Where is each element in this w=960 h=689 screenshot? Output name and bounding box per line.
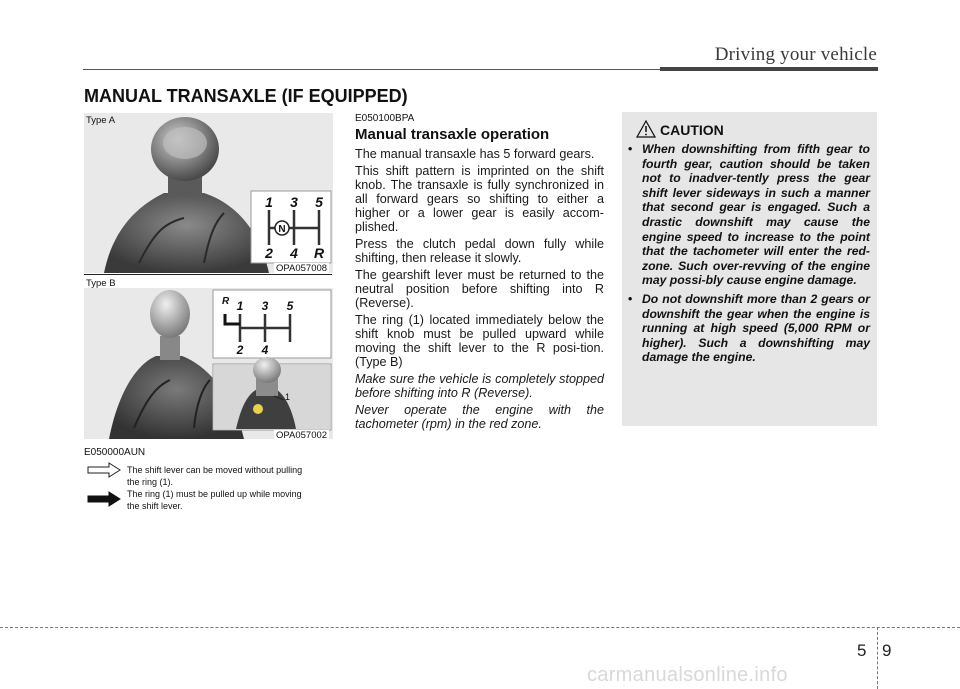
- running-header: Driving your vehicle: [714, 44, 877, 65]
- type-b-label: Type B: [86, 278, 116, 289]
- figure-type-a: [84, 113, 333, 273]
- gear-r-label: R: [313, 245, 325, 261]
- body-paragraph: The gearshift lever must be returned to the neutral position before shifting into R (Reverse).: [355, 268, 604, 310]
- section-code: E050100BPA: [355, 113, 415, 124]
- gear-2-label-b: 2: [236, 343, 244, 357]
- figure-type-b: [84, 288, 333, 439]
- type-a-figure-code: OPA057008: [276, 263, 328, 274]
- gear-knob-type-a-illustration: [84, 113, 333, 273]
- gear-r-label-b: R: [222, 296, 230, 307]
- warning-triangle-icon: [636, 120, 656, 138]
- footer-divider: [877, 627, 878, 689]
- caution-item: • Do not downshift more than 2 gears or downshift the gear when the engine is running at high speed (5,000 RPM or higher). Such a downshifting may damage the engine.: [628, 292, 870, 365]
- gear-5-label-b: 5: [286, 299, 294, 313]
- footer-rule: [0, 627, 960, 628]
- body-paragraph: This shift pattern is imprinted on the shift knob. The transaxle is fully synchronized in all forward gears so shifting to either a higher or a lower gear is easily accom-plished.: [355, 164, 604, 234]
- caution-item: • When downshifting from fifth gear to fourth gear, caution should be taken not to inadver-tently press the gear shift lever sideways in such a manner that second gear is engaged. Such a drastic downshift may cause the engine speed to increase to the point that the tachometer will enter the red-zone. Such over-revving of the engine may possi-bly cause engine damage.: [628, 142, 870, 288]
- page-number-page: 9: [882, 641, 892, 660]
- filled-arrow-icon: [87, 491, 121, 507]
- body-paragraph: The ring (1) located immediately below the shift knob must be pulled upward while moving the shift lever to the R posi-tion. (Type B): [355, 313, 604, 369]
- body-paragraph-italic: Never operate the engine with the tachometer (rpm) in the red zone.: [355, 403, 604, 431]
- ring-callout-number: 1: [285, 392, 291, 402]
- legend-item: [84, 486, 334, 512]
- figure-code: E050000AUN: [84, 447, 146, 458]
- page-number-chapter: 5: [857, 641, 867, 660]
- type-a-label: Type A: [86, 115, 116, 126]
- legend-text-line: the shift lever.: [127, 500, 183, 511]
- gear-2-label: 2: [265, 245, 273, 261]
- gear-4-label: 4: [290, 245, 298, 261]
- outline-arrow-icon: [87, 462, 121, 478]
- neutral-label: N: [278, 224, 286, 235]
- operation-body: [355, 147, 604, 434]
- caution-title: CAUTION: [660, 122, 724, 138]
- header-accent-rule: [660, 67, 878, 71]
- gear-3-label: 3: [290, 194, 298, 210]
- gear-1-label-b: 1: [236, 299, 244, 313]
- body-paragraph-italic: Make sure the vehicle is completely stopped before shifting into R (Reverse).: [355, 372, 604, 400]
- figure-legend: [84, 462, 334, 512]
- legend-text-line: The shift lever can be moved without pulling: [127, 465, 303, 475]
- watermark: carmanualsonline.info: [587, 664, 788, 686]
- body-paragraph: The manual transaxle has 5 forward gears.: [355, 147, 595, 161]
- gear-4-label-b: 4: [261, 343, 269, 357]
- subsection-title: Manual transaxle operation: [355, 126, 550, 143]
- legend-text-line: The ring (1) must be pulled up while moving: [127, 489, 302, 499]
- figure-divider: [84, 274, 332, 275]
- page-title: MANUAL TRANSAXLE (IF EQUIPPED): [84, 86, 408, 106]
- caution-list: [628, 142, 870, 369]
- gear-3-label-b: 3: [261, 299, 269, 313]
- body-paragraph: Press the clutch pedal down fully while shifting, then release it slowly.: [355, 237, 604, 265]
- gear-5-label: 5: [315, 194, 323, 210]
- legend-text-line: the ring (1).: [127, 476, 174, 487]
- legend-item: [84, 462, 334, 486]
- gear-knob-type-b-illustration: [84, 288, 333, 439]
- type-b-figure-code: OPA057002: [276, 430, 328, 441]
- gear-1-label: 1: [265, 194, 273, 210]
